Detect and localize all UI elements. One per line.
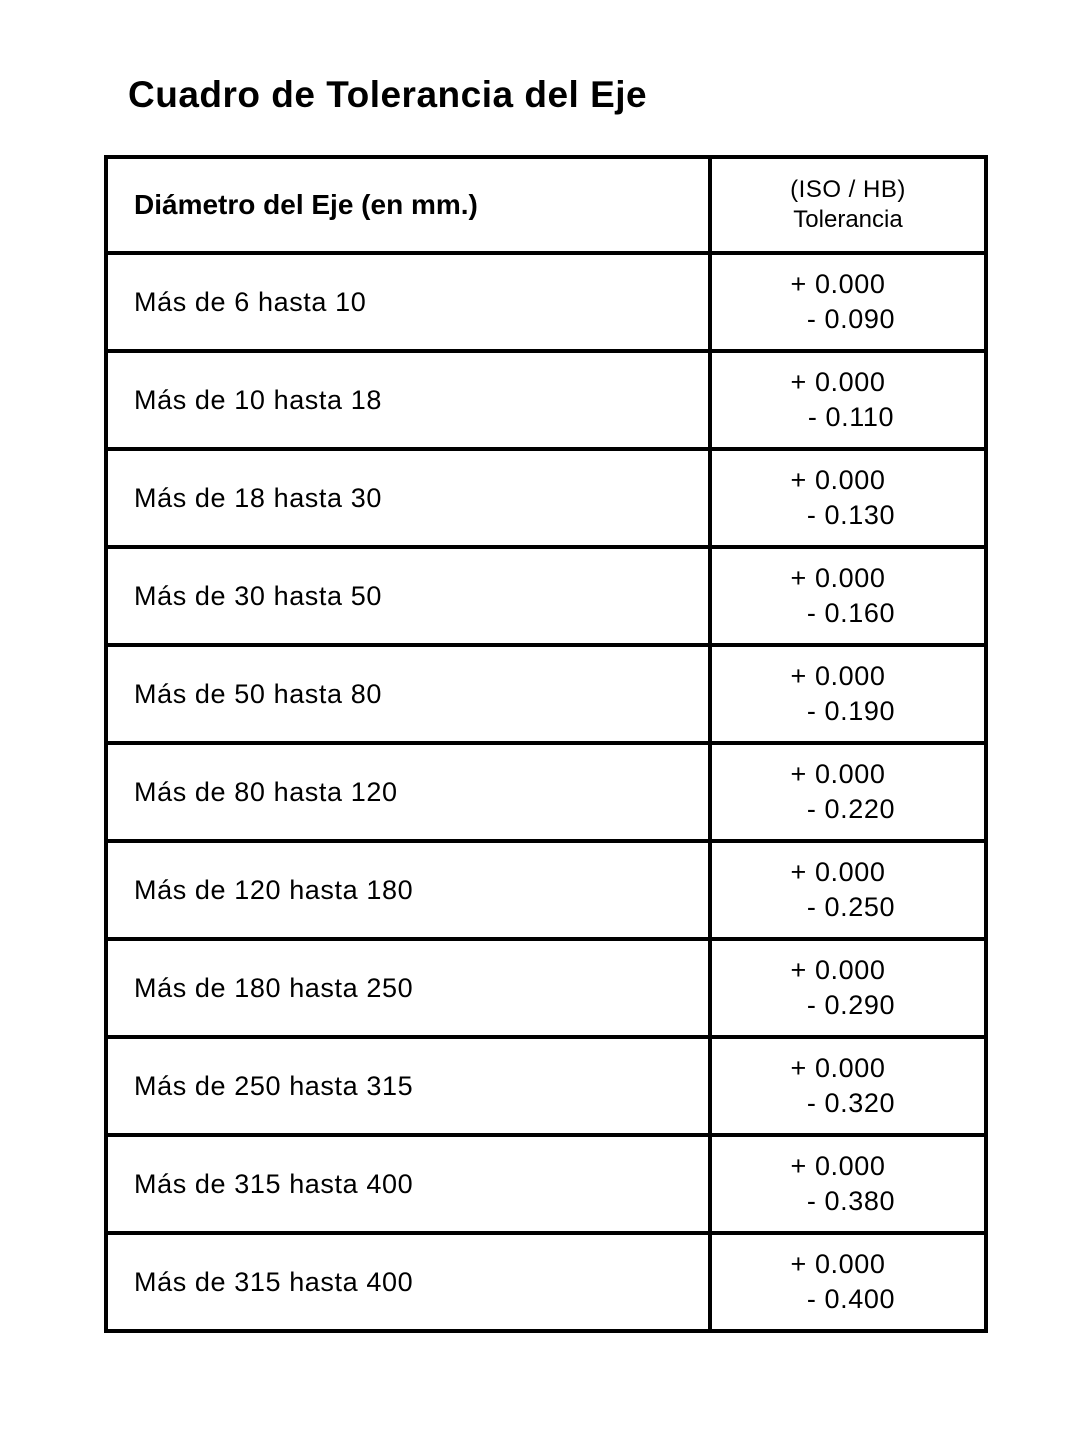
tolerance-upper: + 0.000 (790, 661, 886, 692)
cell-tolerance (710, 1037, 986, 1135)
shaft-tolerance-table (104, 155, 988, 1333)
cell-tolerance (710, 449, 986, 547)
tolerance-lower: - 0.380 (806, 1186, 896, 1216)
table-row (106, 1037, 986, 1135)
cell-diameter-range (106, 645, 710, 743)
cell-tolerance (710, 1233, 986, 1331)
table-body (106, 253, 986, 1331)
tolerance-lower: - 0.160 (806, 598, 896, 628)
column-header-diameter (106, 157, 710, 253)
diameter-range-text: Más de 250 hasta 315 (134, 1070, 414, 1101)
cell-diameter-range (106, 547, 710, 645)
diameter-range-text: Más de 10 hasta 18 (134, 384, 382, 415)
tolerance-upper: + 0.000 (790, 1249, 886, 1280)
table-row (106, 547, 986, 645)
table-row (106, 743, 986, 841)
diameter-range-text: Más de 315 hasta 400 (134, 1266, 414, 1297)
table-row (106, 253, 986, 351)
cell-diameter-range (106, 253, 710, 351)
table-row (106, 841, 986, 939)
column-header-tolerance (710, 157, 986, 253)
table-header (106, 157, 986, 253)
cell-tolerance (710, 1135, 986, 1233)
diameter-range-text: Más de 120 hasta 180 (134, 874, 414, 905)
cell-diameter-range (106, 1037, 710, 1135)
column-header-tolerance-standard: (ISO / HB) (790, 176, 906, 203)
diameter-range-text: Más de 180 hasta 250 (134, 972, 414, 1003)
tolerance-lower: - 0.290 (806, 990, 896, 1020)
table-header-row (106, 157, 986, 253)
table-row (106, 939, 986, 1037)
table-row (106, 449, 986, 547)
cell-diameter-range (106, 351, 710, 449)
tolerance-upper: + 0.000 (790, 367, 886, 398)
tolerance-upper: + 0.000 (790, 269, 886, 300)
column-header-tolerance-label: Tolerancia (793, 206, 903, 233)
table-row (106, 351, 986, 449)
tolerance-lower: - 0.130 (806, 500, 896, 530)
cell-diameter-range (106, 939, 710, 1037)
cell-tolerance (710, 645, 986, 743)
table-row (106, 1233, 986, 1331)
cell-tolerance (710, 939, 986, 1037)
tolerance-upper: + 0.000 (790, 563, 886, 594)
diameter-range-text: Más de 6 hasta 10 (134, 286, 367, 317)
cell-tolerance (710, 351, 986, 449)
column-header-diameter-label: Diámetro del Eje (en mm.) (134, 189, 478, 220)
diameter-range-text: Más de 18 hasta 30 (134, 482, 382, 513)
tolerance-lower: - 0.090 (806, 304, 896, 334)
tolerance-lower: - 0.190 (806, 696, 896, 726)
diameter-range-text: Más de 50 hasta 80 (134, 678, 382, 709)
tolerance-upper: + 0.000 (790, 465, 886, 496)
tolerance-lower: - 0.400 (806, 1284, 896, 1314)
table-row (106, 1135, 986, 1233)
tolerance-upper: + 0.000 (790, 1053, 886, 1084)
diameter-range-text: Más de 30 hasta 50 (134, 580, 382, 611)
tolerance-lower: - 0.250 (806, 892, 896, 922)
cell-diameter-range (106, 1135, 710, 1233)
page-title: Cuadro de Tolerancia del Eje (128, 74, 648, 115)
tolerance-upper: + 0.000 (790, 759, 886, 790)
cell-diameter-range (106, 743, 710, 841)
cell-tolerance (710, 547, 986, 645)
tolerance-lower: - 0.220 (806, 794, 896, 824)
tolerance-upper: + 0.000 (790, 1151, 886, 1182)
tolerance-table-container (104, 155, 984, 1333)
tolerance-lower: - 0.110 (807, 402, 895, 432)
cell-tolerance (710, 743, 986, 841)
tolerance-upper: + 0.000 (790, 857, 886, 888)
table-row (106, 645, 986, 743)
tolerance-lower: - 0.320 (806, 1088, 896, 1118)
cell-diameter-range (106, 1233, 710, 1331)
diameter-range-text: Más de 80 hasta 120 (134, 776, 398, 807)
cell-diameter-range (106, 449, 710, 547)
cell-tolerance (710, 253, 986, 351)
tolerance-upper: + 0.000 (790, 955, 886, 986)
diameter-range-text: Más de 315 hasta 400 (134, 1168, 414, 1199)
cell-tolerance (710, 841, 986, 939)
cell-diameter-range (106, 841, 710, 939)
